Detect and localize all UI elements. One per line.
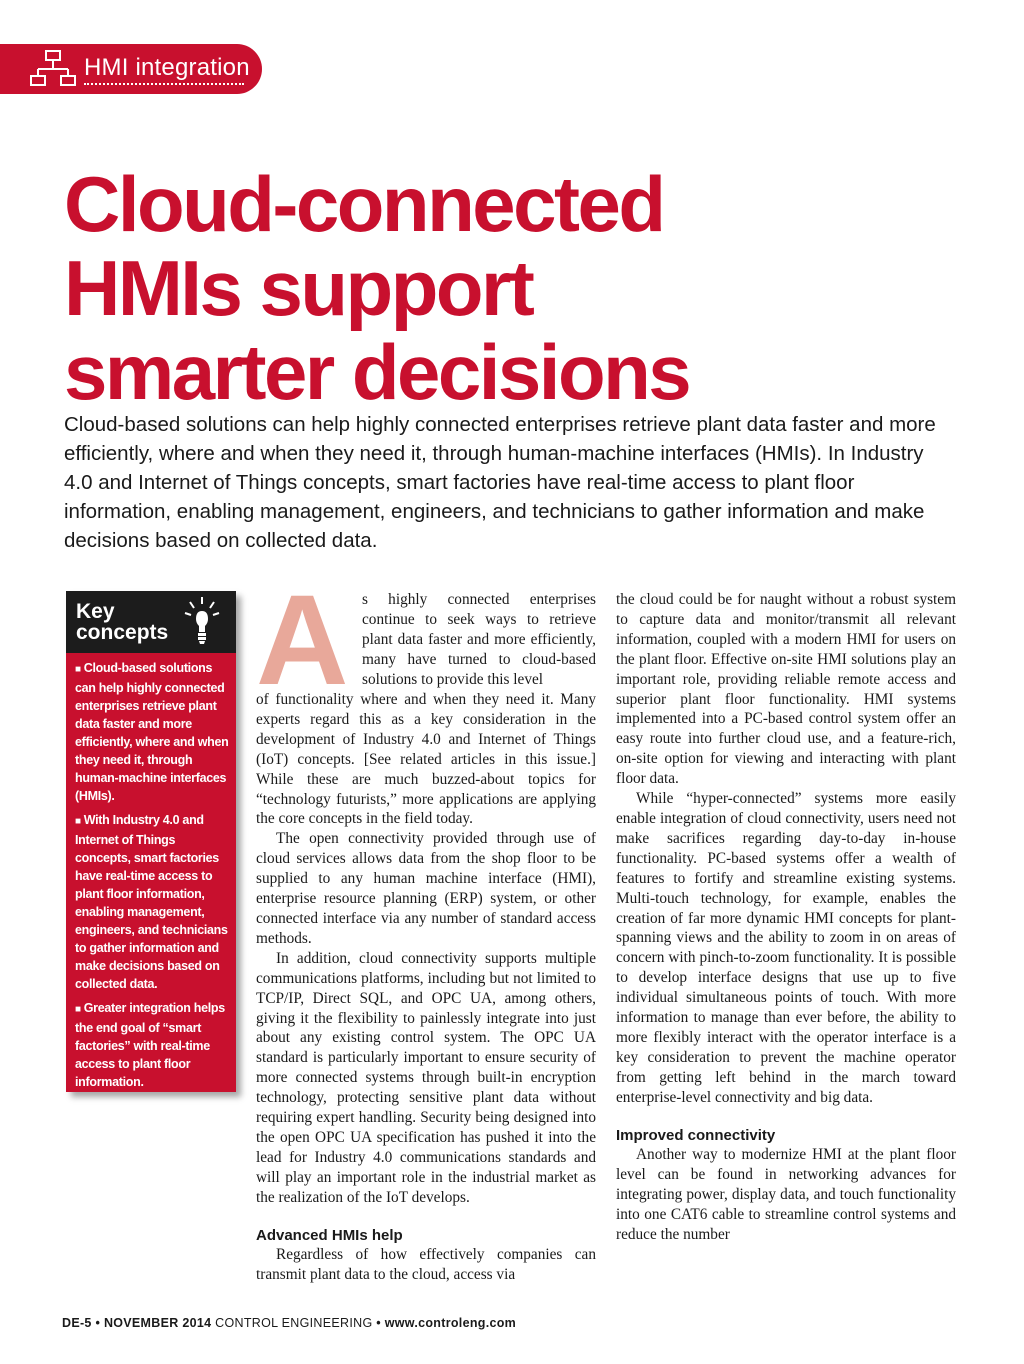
subhead-improved-connectivity: Improved connectivity — [616, 1126, 776, 1144]
key-concepts-sidebar — [66, 591, 236, 1092]
paragraph: While “hyper-connected” systems more easily enable integration of cloud connectivity, users need not make sacrifices regarding day-to-day in-house functionality. PC-based systems offer a wealth of features to fortify and streamline existing systems. Multi-touch technology, for example, enables the creation of far more dynamic HMI concepts for plant-spanning views and the ability to zoom in on areas of concern with pinch-to-zoom functionality. It is possible to develop interface designs that use up to five individual simultaneous points of touch. With more information to manage than ever before, the ability to more flexibly interact with the operator interface is a key consideration to prevent the machine operator from getting left behind in the march toward enterprise-level connectivity and big data. — [616, 790, 956, 1106]
sidebar-body — [66, 653, 236, 1091]
sidebar-title-line-2: concepts — [76, 621, 169, 644]
tab-dotted-rule — [84, 83, 244, 85]
network-icon — [30, 49, 76, 89]
headline-line-3: smarter decisions — [64, 328, 690, 416]
sidebar-item: ■ Cloud-based solutions can help highly connected enterprises retrieve plant data faster and more efficiently, where and when they need it, through human-machine interfaces (HMIs). — [75, 661, 229, 803]
page-number: DE-5 — [62, 1316, 92, 1330]
section-label: HMI integration — [84, 54, 250, 81]
page-footer — [62, 1316, 516, 1330]
deck: Cloud-based solutions can help highly connected enterprises retrieve plant data faster and more efficiently, where and when they need it, through human-machine interfaces (HMIs). In Industry 4.0 and Internet of Things concepts, smart factories have real-time access to plant floor information, enabling management, engineers, and technicians to gather information and make decisions based on collected data. — [64, 413, 936, 552]
square-bullet-icon: ■ — [75, 664, 81, 675]
square-bullet-icon: ■ — [75, 1004, 81, 1015]
sidebar-title-line-1: Key — [76, 600, 115, 623]
subhead-advanced-hmis: Advanced HMIs help — [256, 1226, 403, 1244]
headline-line-1: Cloud-connected — [64, 160, 664, 248]
headline — [64, 162, 964, 414]
paragraph: Regardless of how effectively companies can transmit plant data to the cloud, access via — [256, 1246, 596, 1284]
website-link[interactable]: www.controleng.com — [384, 1316, 517, 1330]
footer-separator: • — [376, 1316, 381, 1330]
paragraph: Another way to modernize HMI at the plant floor level can be found in networking advances for integrating power, display data, and touch functionality into one CAT6 cable to streamline control systems and reduce the number — [616, 1146, 956, 1244]
sidebar-header — [66, 591, 236, 653]
paragraph: the cloud could be for naught without a robust system to capture data and monitor/transmit all relevant information, coupled with a modern HMI for users on the plant floor. Effective on-site HMI solutions play an important role, providing reliable remote access and superior plant floor functionality. HMI systems implemented into a PC-based control system offer an easy route into further cloud use, and a feature-rich, on-site option for viewing and interacting with plant floor data. — [616, 591, 956, 788]
square-bullet-icon: ■ — [75, 816, 81, 827]
paragraph: In addition, cloud connectivity supports multiple communications platforms, including but not limited to TCP/IP, Direct SQL, and OPC UA, among others, giving it the flexibility to painlessly integrate into just about any existing control system. The OPC UA standard is particularly important to ensure security of more connected systems through built-in encryption technology, protecting sensitive plant data without requiring expert handling. Security being designed into the open OPC UA specification has pushed it into the lead for Industry 4.0 communications standards and will play an important role in the industrial market as the realization of the IoT develops. — [256, 949, 596, 1206]
section-tab — [0, 44, 262, 94]
article-column-2 — [616, 590, 956, 1245]
sidebar-item: ■ Greater integration helps the end goal of “smart factories” with real-time access to plant floor information. — [75, 1001, 225, 1089]
headline-line-2: HMIs support — [64, 244, 533, 332]
paragraph: The open connectivity provided through use of cloud services allows data from the shop floor to be supplied to any human machine interface (HMI), enterprise resource planning (ERP) system, or other connected interface via any number of standard access methods. — [256, 830, 596, 947]
dropcap: A — [256, 569, 349, 712]
dropcap-block — [256, 569, 596, 712]
footer-separator: • — [95, 1316, 101, 1330]
magazine-name: CONTROL ENGINEERING — [215, 1316, 373, 1330]
issue-date: NOVEMBER 2014 — [103, 1316, 212, 1330]
lightbulb-icon — [182, 595, 222, 647]
article-column-1 — [256, 569, 596, 1285]
paragraph: of functionality where and when they need it. Many experts regard this as a key consideration in the development of Industry 4.0 and Internet of Things (IoT) concepts. [See related articles in this issue.] While these are much buzzed-about topics for “technology futurists,” more applications are applying the core concepts in the field today. — [256, 691, 596, 828]
dropcap-lines: s highly connected enterprises continue to seek ways to retrieve plant data faster and more efficiently, many have turned to cloud-based solutions to provide this level — [362, 591, 596, 688]
sidebar-item: ■ With Industry 4.0 and Internet of Things concepts, smart factories have real-time access to plant floor information, enabling management, engineers, and technicians to gather information and make decisions based on collected data. — [75, 813, 228, 991]
